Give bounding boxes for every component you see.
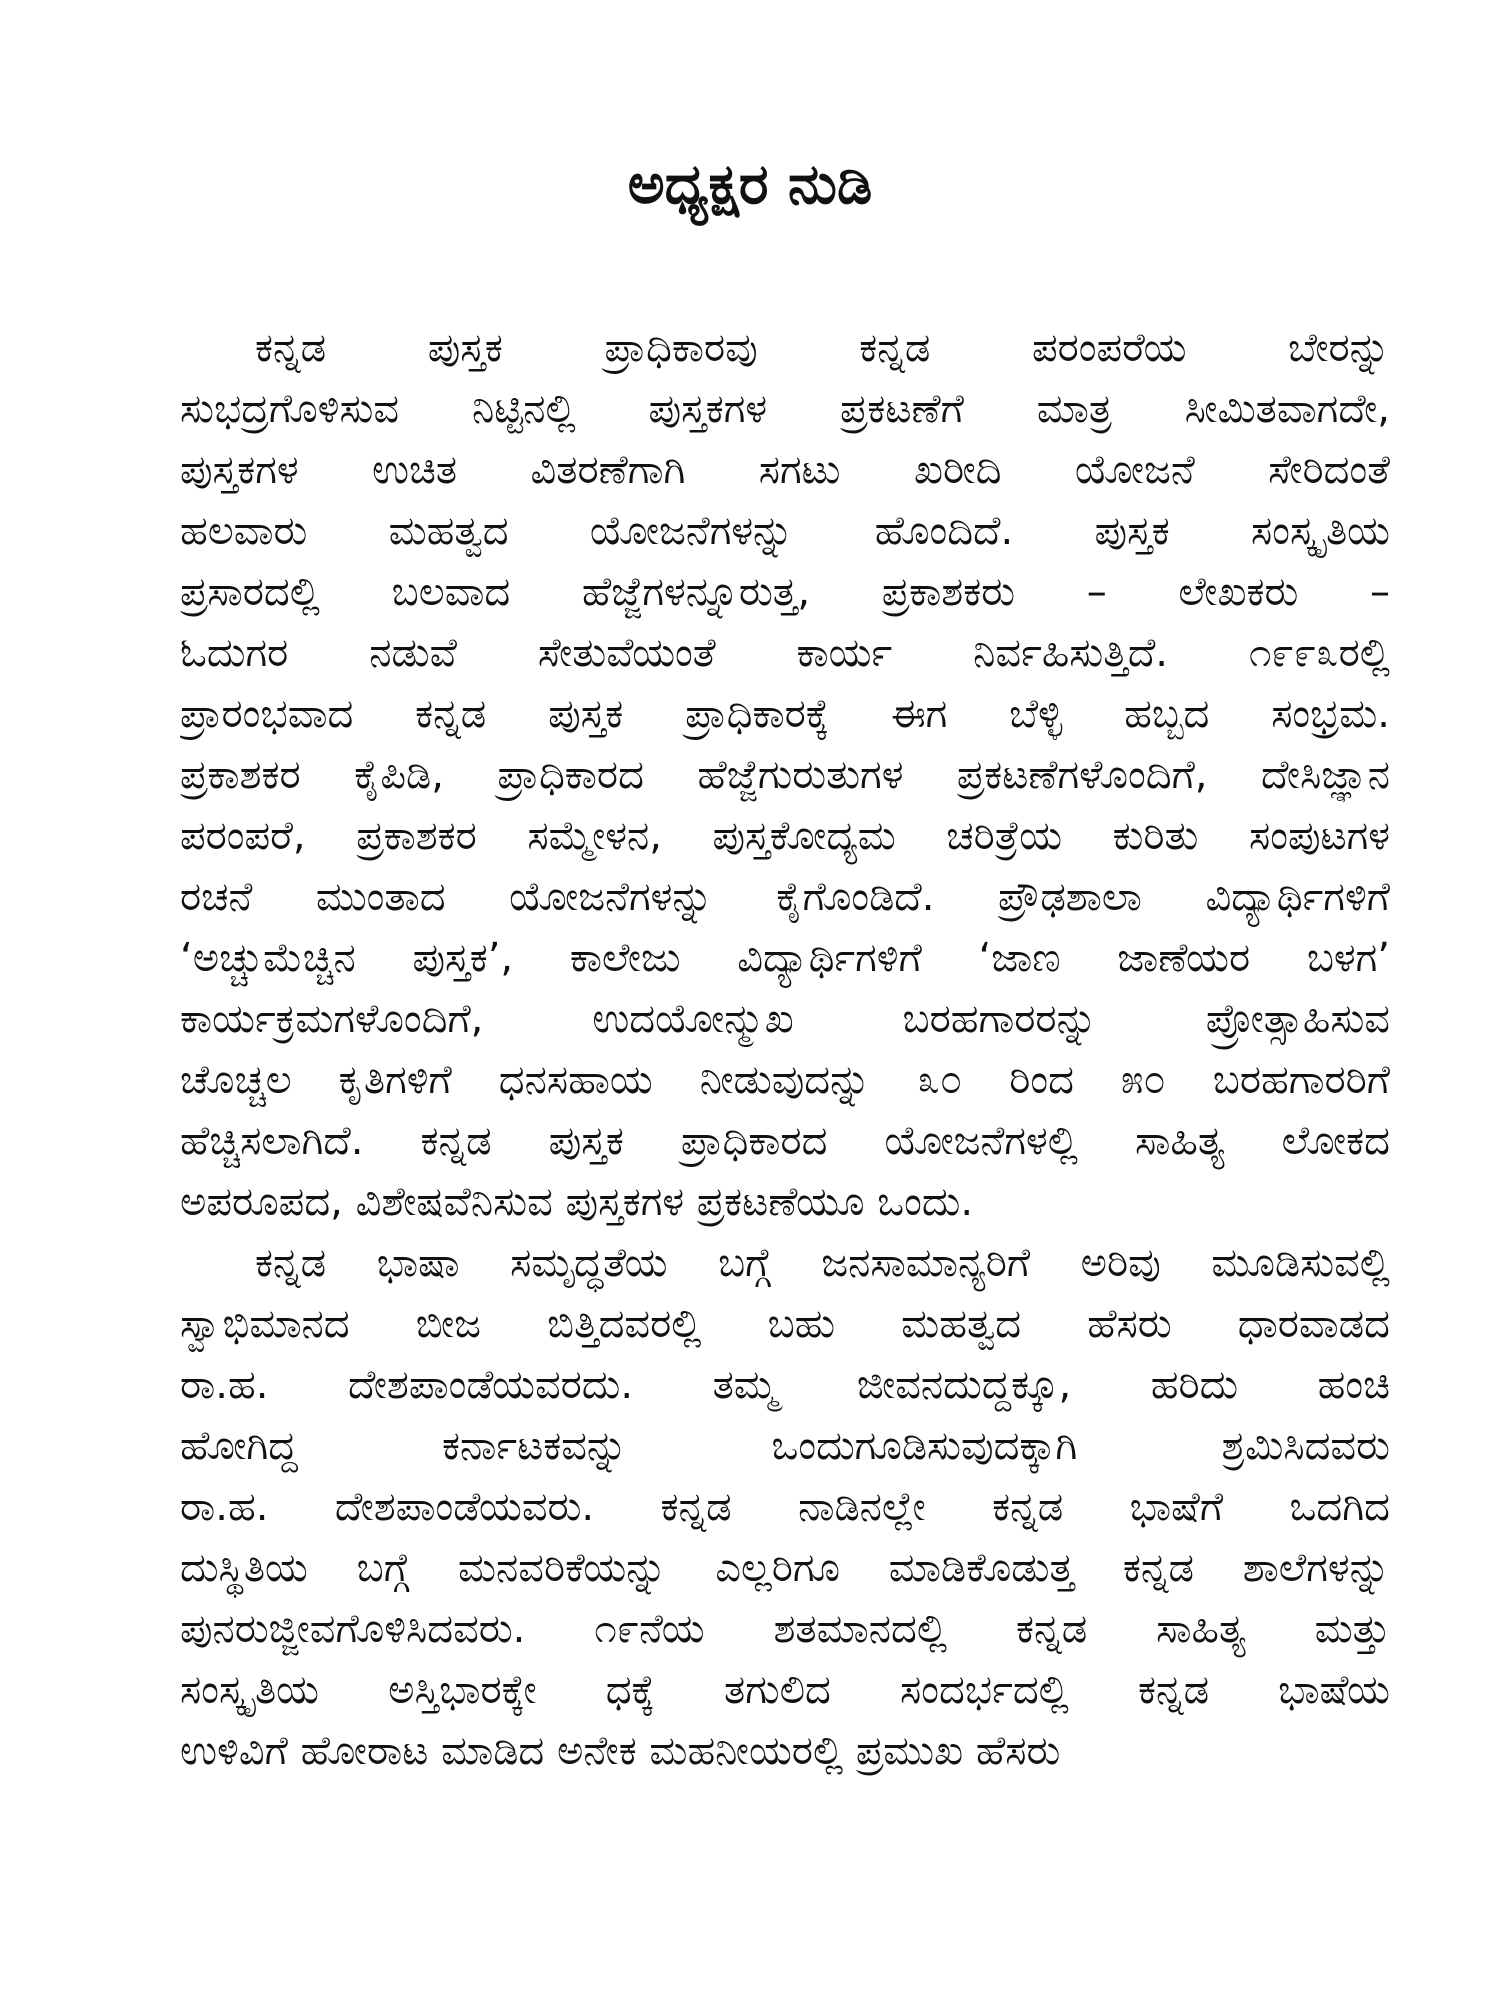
- text-line: ಉಳಿವಿಗೆ ಹೋರಾಟ ಮಾಡಿದ ಅನೇಕ ಮಹನೀಯರಲ್ಲಿ ಪ್ರಮುಖ ಹೆಸರು: [180, 1728, 1061, 1774]
- text-line: ಚೊಚ್ಚಲ ಕೃತಿಗಳಿಗೆ ಧನಸಹಾಯ ನೀಡುವುದನ್ನು ೩೦ ರಿಂದ ೫೦ ಬರಹಗಾರರಿಗೆ: [180, 1057, 1390, 1103]
- text-line: ದುಸ್ಥಿತಿಯ ಬಗ್ಗೆ ಮನವರಿಕೆಯನ್ನು ಎಲ್ಲರಿಗೂ ಮಾಡಿಕೊಡುತ್ತ ಕನ್ನಡ ಶಾಲೆಗಳನ್ನು: [180, 1545, 1390, 1591]
- text-line: ಹೆಚ್ಚಿಸಲಾಗಿದೆ. ಕನ್ನಡ ಪುಸ್ತಕ ಪ್ರಾಧಿಕಾರದ ಯೋಜನೆಗಳಲ್ಲಿ ಸಾಹಿತ್ಯ ಲೋಕದ: [180, 1118, 1390, 1164]
- body-text: [180, 318, 1390, 1782]
- text-line: ಪ್ರಸಾರದಲ್ಲಿ ಬಲವಾದ ಹೆಜ್ಜೆಗಳನ್ನೂರುತ್ತ, ಪ್ರಕಾಶಕರು – ಲೇಖಕರು –: [180, 569, 1390, 615]
- paragraph: [180, 1233, 1390, 1782]
- text-line: ಪುನರುಜ್ಜೀವಗೊಳಿಸಿದವರು. ೧೯ನೆಯ ಶತಮಾನದಲ್ಲಿ ಕನ್ನಡ ಸಾಹಿತ್ಯ ಮತ್ತು: [180, 1606, 1390, 1652]
- text-line: ಪರಂಪರೆ, ಪ್ರಕಾಶಕರ ಸಮ್ಮೇಳನ, ಪುಸ್ತಕೋದ್ಯಮ ಚರಿತ್ರೆಯ ಕುರಿತು ಸಂಪುಟಗಳ: [180, 813, 1390, 859]
- text-line: ಪುಸ್ತಕಗಳ ಉಚಿತ ವಿತರಣೆಗಾಗಿ ಸಗಟು ಖರೀದಿ ಯೋಜನೆ ಸೇರಿದಂತೆ: [180, 447, 1390, 493]
- text-line: ಕನ್ನಡ ಭಾಷಾ ಸಮೃದ್ಧತೆಯ ಬಗ್ಗೆ ಜನಸಾಮಾನ್ಯರಿಗೆ ಅರಿವು ಮೂಡಿಸುವಲ್ಲಿ: [255, 1240, 1390, 1286]
- text-line: ಸ್ವಾಭಿಮಾನದ ಬೀಜ ಬಿತ್ತಿದವರಲ್ಲಿ ಬಹು ಮಹತ್ವದ ಹೆಸರು ಧಾರವಾಡದ: [180, 1301, 1390, 1347]
- text-line: ಸಂಸ್ಕೃತಿಯ ಅಸ್ತಿಭಾರಕ್ಕೇ ಧಕ್ಕೆ ತಗುಲಿದ ಸಂದರ್ಭದಲ್ಲಿ ಕನ್ನಡ ಭಾಷೆಯ: [180, 1667, 1390, 1713]
- paragraph: [180, 318, 1390, 1233]
- text-line: ಪ್ರಕಾಶಕರ ಕೈಪಿಡಿ, ಪ್ರಾಧಿಕಾರದ ಹೆಜ್ಜೆಗುರುತುಗಳ ಪ್ರಕಟಣೆಗಳೊಂದಿಗೆ, ದೇಸಿಜ್ಞಾನ: [180, 752, 1390, 798]
- page-title: ಅಧ್ಯಕ್ಷರ ನುಡಿ: [627, 152, 873, 217]
- text-line: ಸುಭದ್ರಗೊಳಿಸುವ ನಿಟ್ಟಿನಲ್ಲಿ ಪುಸ್ತಕಗಳ ಪ್ರಕಟಣೆಗೆ ಮಾತ್ರ ಸೀಮಿತವಾಗದೇ,: [180, 386, 1390, 432]
- text-line: ಪ್ರಾರಂಭವಾದ ಕನ್ನಡ ಪುಸ್ತಕ ಪ್ರಾಧಿಕಾರಕ್ಕೆ ಈಗ ಬೆಳ್ಳಿ ಹಬ್ಬದ ಸಂಭ್ರಮ.: [180, 691, 1390, 737]
- text-line: ಹೋಗಿದ್ದ ಕರ್ನಾಟಕವನ್ನು ಒಂದುಗೂಡಿಸುವುದಕ್ಕಾಗಿ ಶ್ರಮಿಸಿದವರು: [180, 1423, 1390, 1469]
- text-line: ರಾ.ಹ. ದೇಶಪಾಂಡೆಯವರದು. ತಮ್ಮ ಜೀವನದುದ್ದಕ್ಕೂ, ಹರಿದು ಹಂಚಿ: [180, 1362, 1390, 1408]
- text-line: ಓದುಗರ ನಡುವೆ ಸೇತುವೆಯಂತೆ ಕಾರ್ಯ ನಿರ್ವಹಿಸುತ್ತಿದೆ. ೧೯೯೩ರಲ್ಲಿ: [180, 630, 1390, 676]
- text-line: ಕಾರ್ಯಕ್ರಮಗಳೊಂದಿಗೆ, ಉದಯೋನ್ಮುಖ ಬರಹಗಾರರನ್ನು ಪ್ರೋತ್ಸಾಹಿಸುವ: [180, 996, 1390, 1042]
- text-line: ಹಲವಾರು ಮಹತ್ವದ ಯೋಜನೆಗಳನ್ನು ಹೊಂದಿದೆ. ಪುಸ್ತಕ ಸಂಸ್ಕೃತಿಯ: [180, 508, 1390, 554]
- text-line: ‘ಅಚ್ಚುಮೆಚ್ಚಿನ ಪುಸ್ತಕ’, ಕಾಲೇಜು ವಿದ್ಯಾರ್ಥಿಗಳಿಗೆ ‘ಜಾಣ ಜಾಣೆಯರ ಬಳಗ’: [180, 935, 1390, 981]
- text-line: ರಾ.ಹ. ದೇಶಪಾಂಡೆಯವರು. ಕನ್ನಡ ನಾಡಿನಲ್ಲೇ ಕನ್ನಡ ಭಾಷೆಗೆ ಒದಗಿದ: [180, 1484, 1390, 1530]
- text-line: ಕನ್ನಡ ಪುಸ್ತಕ ಪ್ರಾಧಿಕಾರವು ಕನ್ನಡ ಪರಂಪರೆಯ ಬೇರನ್ನು: [255, 325, 1390, 371]
- text-line: ರಚನೆ ಮುಂತಾದ ಯೋಜನೆಗಳನ್ನು ಕೈಗೊಂಡಿದೆ. ಪ್ರೌಢಶಾಲಾ ವಿದ್ಯಾರ್ಥಿಗಳಿಗೆ: [180, 874, 1390, 920]
- text-line: ಅಪರೂಪದ, ವಿಶೇಷವೆನಿಸುವ ಪುಸ್ತಕಗಳ ಪ್ರಕಟಣೆಯೂ ಒಂದು.: [180, 1179, 974, 1225]
